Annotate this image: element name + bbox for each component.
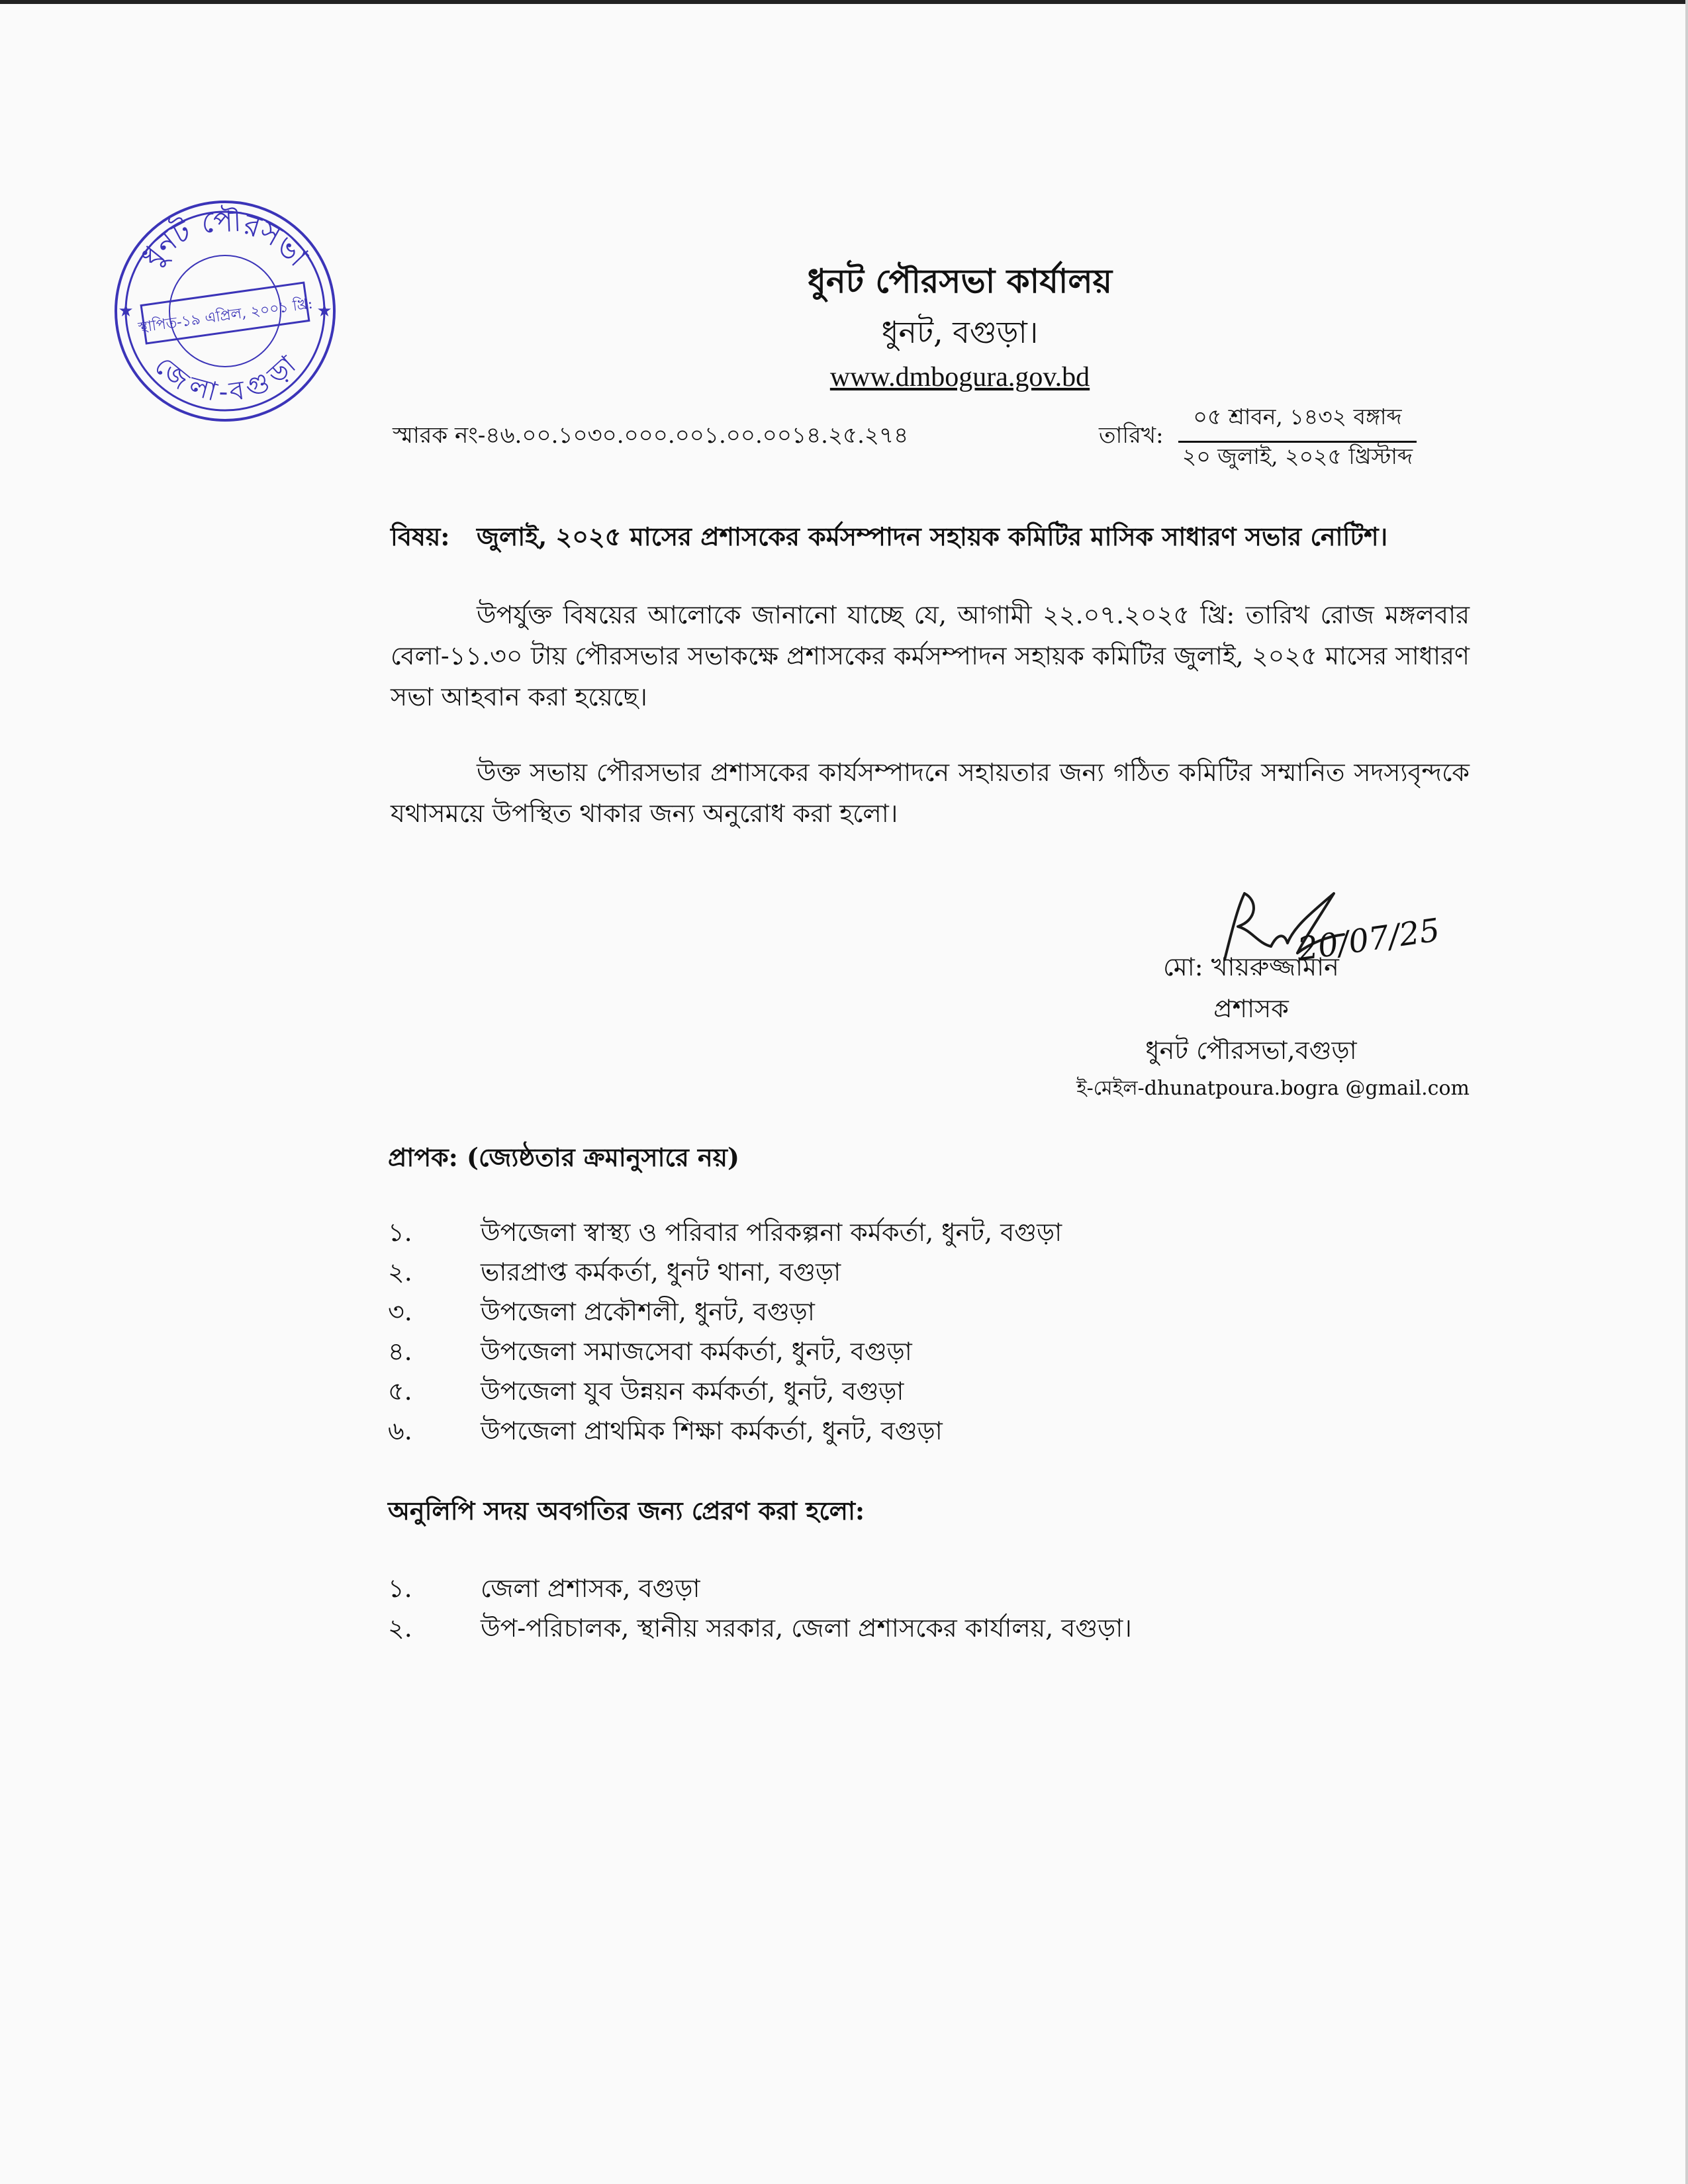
date-bangla: ০৫ শ্রাবন, ১৪৩২ বঙ্গাব্দ [1178,400,1417,443]
list-item [388,1252,1062,1292]
list-item-number: ৬. [388,1416,412,1445]
seal-star-right-icon: ★ [316,301,332,321]
recipients-list [388,1212,1062,1451]
list-item-number: ৫. [388,1377,412,1406]
office-place: ধুনট, বগুড়া। [881,314,1039,350]
recipients-heading: প্রাপক: (জ্যেষ্ঠতার ক্রমানুসারে নয়) [388,1142,739,1172]
list-item-text: উপজেলা সমাজসেবা কর্মকর্তা, ধুনট, বগুড়া [481,1337,912,1366]
date-label: তারিখ: [1099,422,1164,449]
seal-band-text: স্থাপিত-১৯ এপ্রিল, ২০০১ খ্রি: [137,295,314,337]
scan-right-edge [1685,0,1688,2184]
date-gregorian: ২০ জুলাই, ২০২৫ খ্রিস্টাব্দ [1182,443,1413,469]
subject-line [391,518,1387,560]
list-item-text: উপজেলা যুব উন্নয়ন কর্মকর্তা, ধুনট, বগুড়া [481,1377,904,1406]
signatory-office: ধুনট পৌরসভা,বগুড়া [1145,1036,1357,1065]
list-item [388,1212,1062,1252]
signatory-name: মো: খায়রুজ্জামান [1163,952,1339,981]
list-item [388,1292,1062,1332]
list-item-text: জেলা প্রশাসক, বগুড়া [481,1574,700,1603]
subject-text: জুলাই, ২০২৫ মাসের প্রশাসকের কর্মসম্পাদন সহায়ক কমিটির মাসিক সাধারণ সভার নোটিশ। [477,522,1388,551]
signature-date: 20/07/25 [1295,911,1442,968]
seal-star-left-icon: ★ [118,301,134,321]
list-item [388,1371,1062,1411]
list-item-number: ১. [388,1574,412,1603]
memo-number: স্মারক নং-৪৬.০০.১০৩০.০০০.০০১.০০.০০১৪.২৫.২৭৪ [393,422,909,449]
body-paragraph-2: উক্ত সভায় পৌরসভার প্রশাসকের কার্যসম্পাদনে সহায়তার জন্য গঠিত কমিটির সম্মানিত সদস্যবৃন্দকে যথাসময়ে উপস্থিত থাকার জন্য অনুরোধ করা হলো। [391,758,1470,828]
list-item [388,1569,1132,1608]
list-item [388,1332,1062,1371]
seal-top-text: ধুনট পৌরসভা [134,204,315,274]
list-item-text: উপজেলা স্বাস্থ্য ও পরিবার পরিকল্পনা কর্মকর্তা, ধুনট, বগুড়া [481,1218,1062,1247]
website-link[interactable]: www.dmbogura.gov.bd [829,362,1090,392]
list-item-number: ৩. [388,1297,412,1326]
seal-bottom-text: জেলা-বগুড়া [148,349,303,408]
list-item-number: ২. [388,1614,412,1643]
list-item-number: ৪. [388,1337,412,1366]
list-item [388,1411,1062,1451]
list-item-text: উপ-পরিচালক, স্থানীয় সরকার, জেলা প্রশাসকের কার্যালয়, বগুড়া। [481,1614,1132,1643]
list-item-number: ২. [388,1257,412,1287]
list-item-text: ভারপ্রাপ্ত কর্মকর্তা, ধুনট থানা, বগুড়া [481,1257,841,1287]
office-name: ধুনট পৌরসভা কার্যালয় [807,261,1113,300]
signatory-email[interactable]: ই-মেইল-dhunatpoura.bogra @gmail.com [1076,1077,1470,1100]
scan-top-edge [0,0,1688,4]
list-item [388,1608,1132,1648]
subject-label: বিষয়: [391,522,450,551]
municipality-seal [106,199,344,424]
copies-list [388,1569,1132,1648]
body-paragraph-1: উপর্যুক্ত বিষয়ের আলোকে জানানো যাচ্ছে যে, আগামী ২২.০৭.২০২৫ খ্রি: তারিখ রোজ মঙ্গলবার বেলা-১১.৩০ টায় পৌরসভার সভাকক্ষে প্রশাসকের কর্মসম্পাদন সহায়ক কমিটির জুলাই, ২০২৫ মাসের সাধারণ সভা আহবান করা হয়েছে। [391,600,1470,711]
copies-heading: অনুলিপি সদয় অবগতির জন্য প্রেরণ করা হলো: [388,1496,865,1525]
list-item-text: উপজেলা প্রাথমিক শিক্ষা কর্মকর্তা, ধুনট, বগুড়া [481,1416,943,1445]
list-item-number: ১. [388,1218,412,1247]
signatory-title: প্রশাসক [1213,994,1289,1023]
list-item-text: উপজেলা প্রকৌশলী, ধুনট, বগুড়া [481,1297,815,1326]
